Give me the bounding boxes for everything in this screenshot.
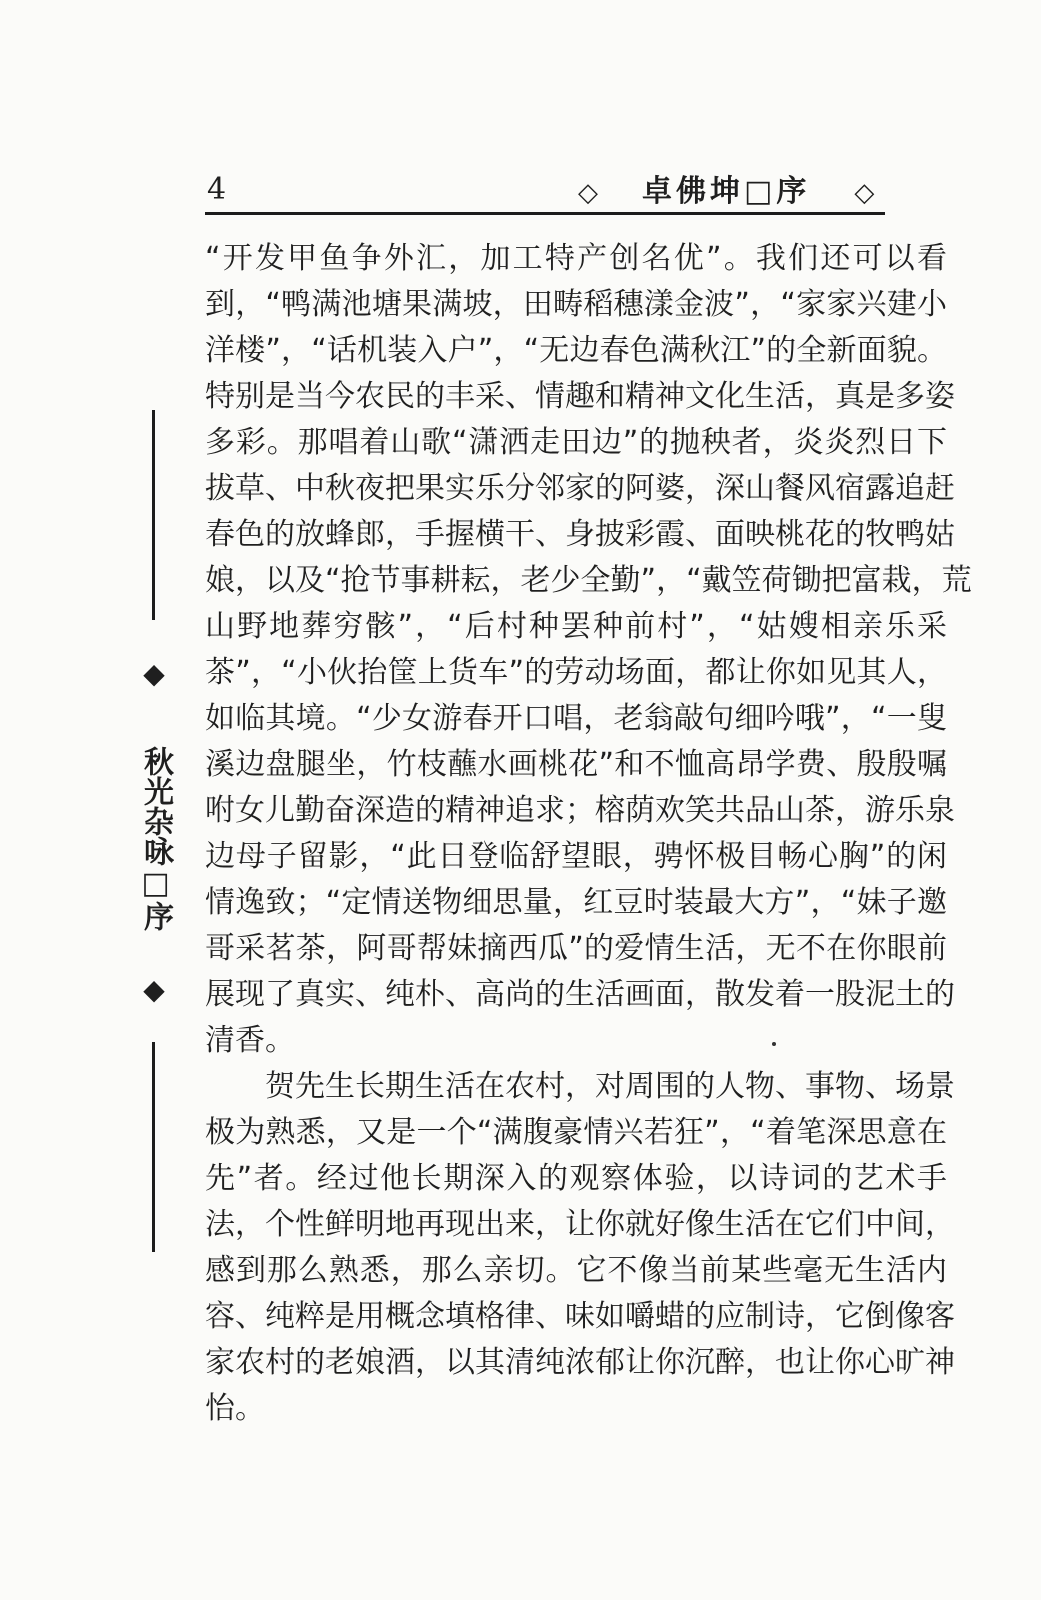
text-line: 展现了真实、纯朴、高尚的生活画面，散发着一股泥土的 xyxy=(205,977,955,1012)
text-line: 哥采茗茶，阿哥帮妹摘西瓜”的爱情生活，无不在你眼前 xyxy=(205,931,947,966)
text-line: 多彩。那唱着山歌“潇洒走田边”的抛秧者，炎炎烈日下 xyxy=(205,425,947,460)
text-line: 拔草、中秋夜把果实乐分邻家的阿婆，深山餐风宿露追赶 xyxy=(205,471,955,506)
text-line: 如临其境。“少女游春开口唱，老翁敲句细吟哦”，“一叟 xyxy=(205,701,947,736)
running-head xyxy=(578,172,874,213)
paragraph-end-line: 清香。 xyxy=(205,1023,295,1058)
text-line: 感到那么熟悉，那么亲切。它不像当前某些毫无生活内 xyxy=(205,1253,947,1288)
text-line: 到，“鸭满池塘果满坡，田畴稻穗漾金波”，“家家兴建小 xyxy=(205,287,947,322)
text-line: 家农村的老娘酒，以其清纯浓郁让你沉醉，也让你心旷神 xyxy=(205,1345,955,1380)
text-line: 法，个性鲜明地再现出来，让你就好像生活在它们中间， xyxy=(205,1207,955,1242)
side-rule-bottom xyxy=(152,1042,155,1252)
header-rule xyxy=(205,212,885,215)
text-line: 娘，以及“抢节事耕耘，老少全勤”，“戴笠荷锄把富栽，荒 xyxy=(205,563,972,598)
text-line: “开发甲鱼争外汇，加工特产创名优”。我们还可以看 xyxy=(205,241,947,276)
text-line: 山野地葬穷骸”，“后村种罢种前村”，“姑嫂相亲乐采 xyxy=(205,609,947,644)
text-line: 容、纯粹是用概念填格律、味如嚼蜡的应制诗，它倒像客 xyxy=(205,1299,955,1334)
side-rule-top xyxy=(152,410,155,620)
paragraph-end-line: 怡。 xyxy=(205,1391,265,1426)
hollow-diamond-icon: ◇ xyxy=(578,178,598,208)
hollow-diamond-icon: ◇ xyxy=(854,178,875,208)
paragraph-first-line: 贺先生长期生活在农村，对周围的人物、事物、场景 xyxy=(265,1069,955,1104)
text-line: 情逸致；“定情送物细思量，红豆时装最大方”，“妹子邀 xyxy=(205,885,947,920)
text-line: 溪边盘腿坐，竹枝蘸水画桃花”和不恤高昂学费、殷殷嘱 xyxy=(205,747,947,782)
page-number: 4 xyxy=(207,172,227,207)
text-line: 茶”，“小伙抬筐上货车”的劳动场面，都让你如见其人， xyxy=(205,655,947,690)
side-book-title: 秋光杂咏□序 xyxy=(138,745,173,931)
text-line: 边母子留影，“此日登临舒望眼，骋怀极目畅心胸”的闲 xyxy=(205,839,947,874)
print-speck xyxy=(772,1042,776,1046)
body-text xyxy=(205,236,972,1432)
solid-diamond-icon: ◆ xyxy=(143,973,165,1006)
text-line: 春色的放蜂郎，手握横干、身披彩霞、面映桃花的牧鸭姑 xyxy=(205,517,955,552)
text-line: 洋楼”，“话机装入户”，“无边春色满秋江”的全新面貌。 xyxy=(205,333,947,368)
text-line: 先”者。经过他长期深入的观察体验，以诗词的艺术手 xyxy=(205,1161,947,1196)
solid-diamond-icon: ◆ xyxy=(143,657,165,690)
text-line: 特别是当今农民的丰采、情趣和精神文化生活，真是多姿 xyxy=(205,379,955,414)
text-line: 极为熟悉，又是一个“满腹豪情兴若狂”，“着笔深思意在 xyxy=(205,1115,947,1150)
text-line: 咐女儿勤奋深造的精神追求；榕荫欢笑共品山茶，游乐泉 xyxy=(205,793,955,828)
running-head-title: 卓佛坤□序 xyxy=(642,174,811,209)
